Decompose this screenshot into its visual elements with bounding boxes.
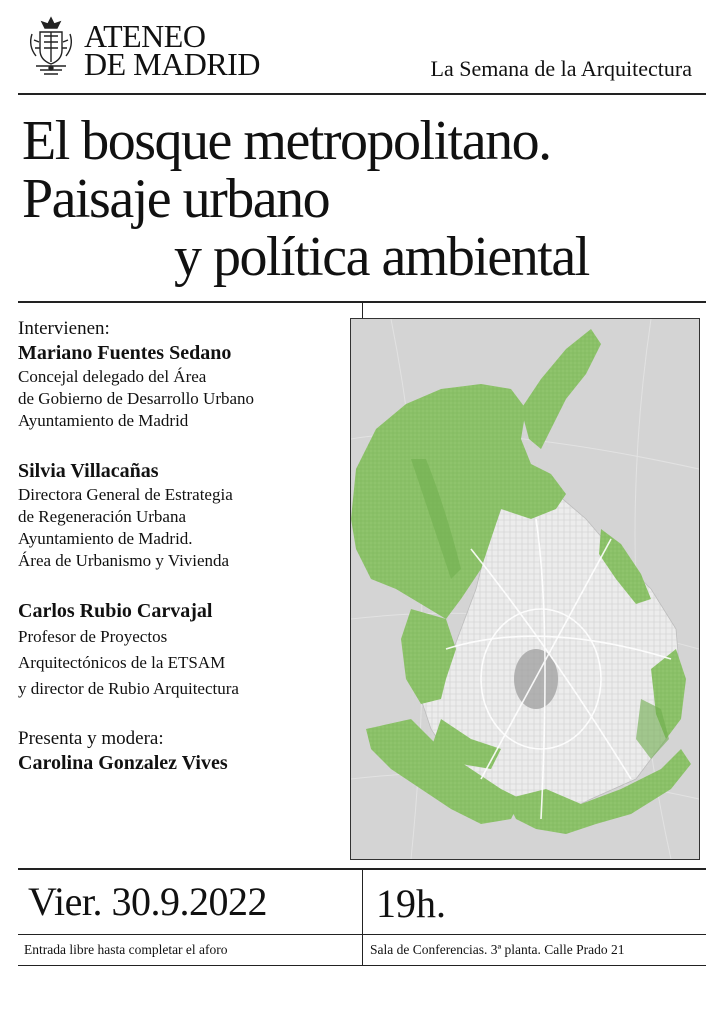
org-line-1: ATENEO [84,18,206,54]
column-divider-bottom [362,868,363,966]
title-line-3: y política ambiental [174,226,589,288]
madrid-forest-map [350,318,700,860]
speaker-role-line: y director de Rubio Arquitectura [18,679,239,698]
coat-of-arms-icon [26,16,76,78]
event-title [22,112,589,286]
speaker-role-line: Profesor de Proyectos [18,627,168,646]
moderator [18,728,338,776]
speaker-role-line: Ayuntamiento de Madrid [18,411,189,430]
header-rule [18,93,706,95]
venue: Sala de Conferencias. 3ª planta. Calle Prado 21 [370,942,625,957]
map-graphic [351,319,699,859]
speaker-3 [18,598,338,702]
speaker-name: Carlos Rubio Carvajal [18,600,213,622]
speakers-intro: Intervienen: [18,318,110,339]
footer-rule [18,965,706,966]
speaker-role-line: de Gobierno de Desarrollo Urbano [18,389,255,408]
speakers-block [18,318,338,776]
title-line-1: El bosque metropolitano. [22,110,551,172]
speaker-name: Mariano Fuentes Sedano [18,342,232,364]
speaker-2 [18,458,338,572]
moderator-name: Carolina Gonzalez Vives [18,752,228,774]
date-rule-bottom [18,934,706,935]
speaker-role-line: Concejal delegado del Área [18,367,207,386]
speaker-1 [18,340,338,432]
column-divider-top [362,301,363,318]
title-line-2: Paisaje urbano [22,168,330,230]
entry-note: Entrada libre hasta completar el aforo [24,942,228,957]
series-title: La Semana de la Arquitectura [430,56,692,81]
org-line-2: DE MADRID [84,46,260,82]
event-date: Vier. 30.9.2022 [28,879,267,924]
event-time: 19h. [376,881,446,926]
speaker-role-line: Ayuntamiento de Madrid. [18,529,193,548]
speaker-role-line: Área de Urbanismo y Vivienda [18,551,230,570]
ateneo-logo [26,16,76,78]
speaker-role-line: Arquitectónicos de la ETSAM [18,653,226,672]
speaker-role-line: Directora General de Estrategia [18,485,233,504]
speaker-role-line: de Regeneración Urbana [18,507,187,526]
moderator-label: Presenta y modera: [18,728,164,749]
organization-name [84,18,260,82]
speaker-name: Silvia Villacañas [18,460,159,482]
